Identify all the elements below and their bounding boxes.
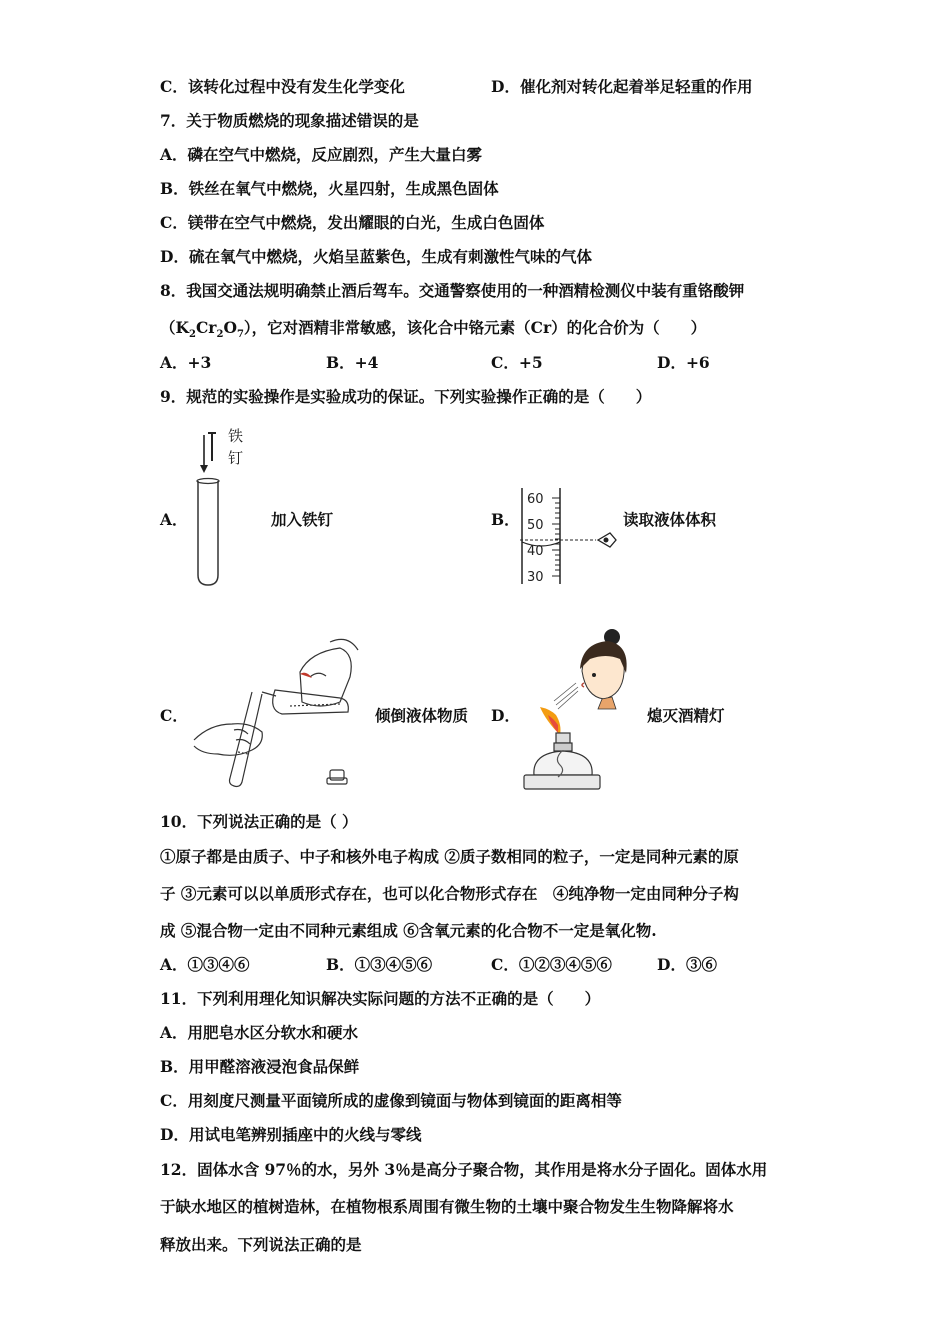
bottle-icon xyxy=(262,690,348,714)
q12-stem-line-1: 12．固体水含 97％的水，另外 3％是高分子聚合物，其作用是将水分子固化。固体水用 xyxy=(160,1160,768,1179)
q10-statement-line-1: ①原子都是由质子、中子和核外电子构成 ②质子数相同的粒子，一定是同种元素的原 xyxy=(160,847,739,866)
q9-label-c: C． xyxy=(160,706,188,725)
q8-option-c: C．+5 xyxy=(491,353,543,372)
nail-label-2: 钉 xyxy=(228,449,244,467)
q9-caption-d: 熄灭酒精灯 xyxy=(647,706,725,725)
test-tube-icon xyxy=(198,481,218,585)
q10-option-b: B．①③④⑤⑥ xyxy=(326,955,433,974)
q8-option-a: A．+3 xyxy=(160,353,212,372)
q10-statement-line-2: 子 ③元素可以以单质形式存在，也可以化合物形式存在 ④纯净物一定由同种分子构 xyxy=(160,884,739,903)
q10-option-d: D．③⑥ xyxy=(657,955,717,974)
q10-statement-line-3: 成 ⑤混合物一定由不同种元素组成 ⑥含氧元素的化合物不一定是氧化物. xyxy=(160,921,657,940)
q10-option-c: C．①②③④⑤⑥ xyxy=(491,955,612,974)
q9-caption-a: 加入铁钉 xyxy=(271,510,334,529)
q10-option-a: A．①③④⑥ xyxy=(160,955,250,974)
q7-stem: 7．关于物质燃烧的现象描述错误的是 xyxy=(160,111,419,130)
q12-stem-line-3: 释放出来。下列说法正确的是 xyxy=(160,1235,362,1254)
q9-stem: 9．规范的实验操作是实验成功的保证。下列实验操作正确的是（ ） xyxy=(160,387,652,406)
girl-face-icon xyxy=(580,629,627,709)
pouring-liquid-figure xyxy=(190,632,360,792)
q10-stem: 10．下列说法正确的是（ ） xyxy=(160,812,358,831)
q12-stem-line-2: 于缺水地区的植树造林，在植物根系周围有微生物的土壤中聚合物发生生物降解将水 xyxy=(160,1197,734,1216)
q7-option-b: B．铁丝在氧气中燃烧，火星四射，生成黑色固体 xyxy=(160,179,499,198)
q11-option-d: D．用试电笔辨别插座中的火线与零线 xyxy=(160,1125,422,1144)
q8-option-d: D．+6 xyxy=(657,353,710,372)
down-arrow-icon xyxy=(200,435,208,473)
nail-label-1: 铁 xyxy=(228,427,244,445)
q9-label-d: D． xyxy=(491,706,520,725)
q9-caption-c: 倾倒液体物质 xyxy=(375,706,469,725)
q11-option-a: A．用肥皂水区分软水和硬水 xyxy=(160,1023,359,1042)
cylinder-tick-60: 60 xyxy=(527,492,544,507)
flame-icon xyxy=(540,707,561,735)
q11-option-c: C．用刻度尺测量平面镜所成的虚像到镜面与物体到镜面的距离相等 xyxy=(160,1091,622,1110)
q8-stem-formula: $(K_2Cr_2O_7)$，它对酒精非常敏感，该化合中铬元素（Cr）的化合价为（ ） xyxy=(160,318,707,341)
q9-caption-b: 读取液体体积 xyxy=(623,510,717,529)
cylinder-tick-50: 50 xyxy=(527,518,544,533)
q8-stem: 8．我国交通法规明确禁止酒后驾车。交通警察使用的一种酒精检测仪中装有重铬酸钾 xyxy=(160,281,745,300)
q11-option-b: B．用甲醛溶液浸泡食品保鲜 xyxy=(160,1057,360,1076)
q9-label-b: B． xyxy=(491,510,520,529)
test-tube-nail-figure xyxy=(190,425,260,590)
hand-pour-icon xyxy=(300,639,358,706)
cylinder-tick-30: 30 xyxy=(527,570,544,585)
stopper-icon xyxy=(327,770,347,784)
graduated-cylinder-figure xyxy=(518,486,623,588)
q7-option-d: D．硫在氧气中燃烧，火焰呈蓝紫色，生成有刺激性气味的气体 xyxy=(160,247,592,266)
nail-icon xyxy=(208,433,216,461)
q6-option-d: D．催化剂对转化起着举足轻重的作用 xyxy=(491,77,753,96)
test-tube-icon xyxy=(230,692,263,787)
eye-icon xyxy=(598,533,616,547)
q8-option-b: B．+4 xyxy=(326,353,379,372)
blow-lines-icon xyxy=(554,683,578,709)
q7-option-a: A．磷在空气中燃烧，反应剧烈，产生大量白雾 xyxy=(160,145,483,164)
q6-option-c: C．该转化过程中没有发生化学变化 xyxy=(160,77,405,96)
q7-option-c: C．镁带在空气中燃烧，发出耀眼的白光，生成白色固体 xyxy=(160,213,545,232)
q11-stem: 11．下列利用理化知识解决实际问题的方法不正确的是（ ） xyxy=(160,989,601,1008)
q9-label-a: A． xyxy=(160,510,188,529)
alcohol-lamp-figure xyxy=(520,625,640,793)
alcohol-lamp-icon xyxy=(524,733,600,789)
cylinder-tick-40: 40 xyxy=(527,544,544,559)
